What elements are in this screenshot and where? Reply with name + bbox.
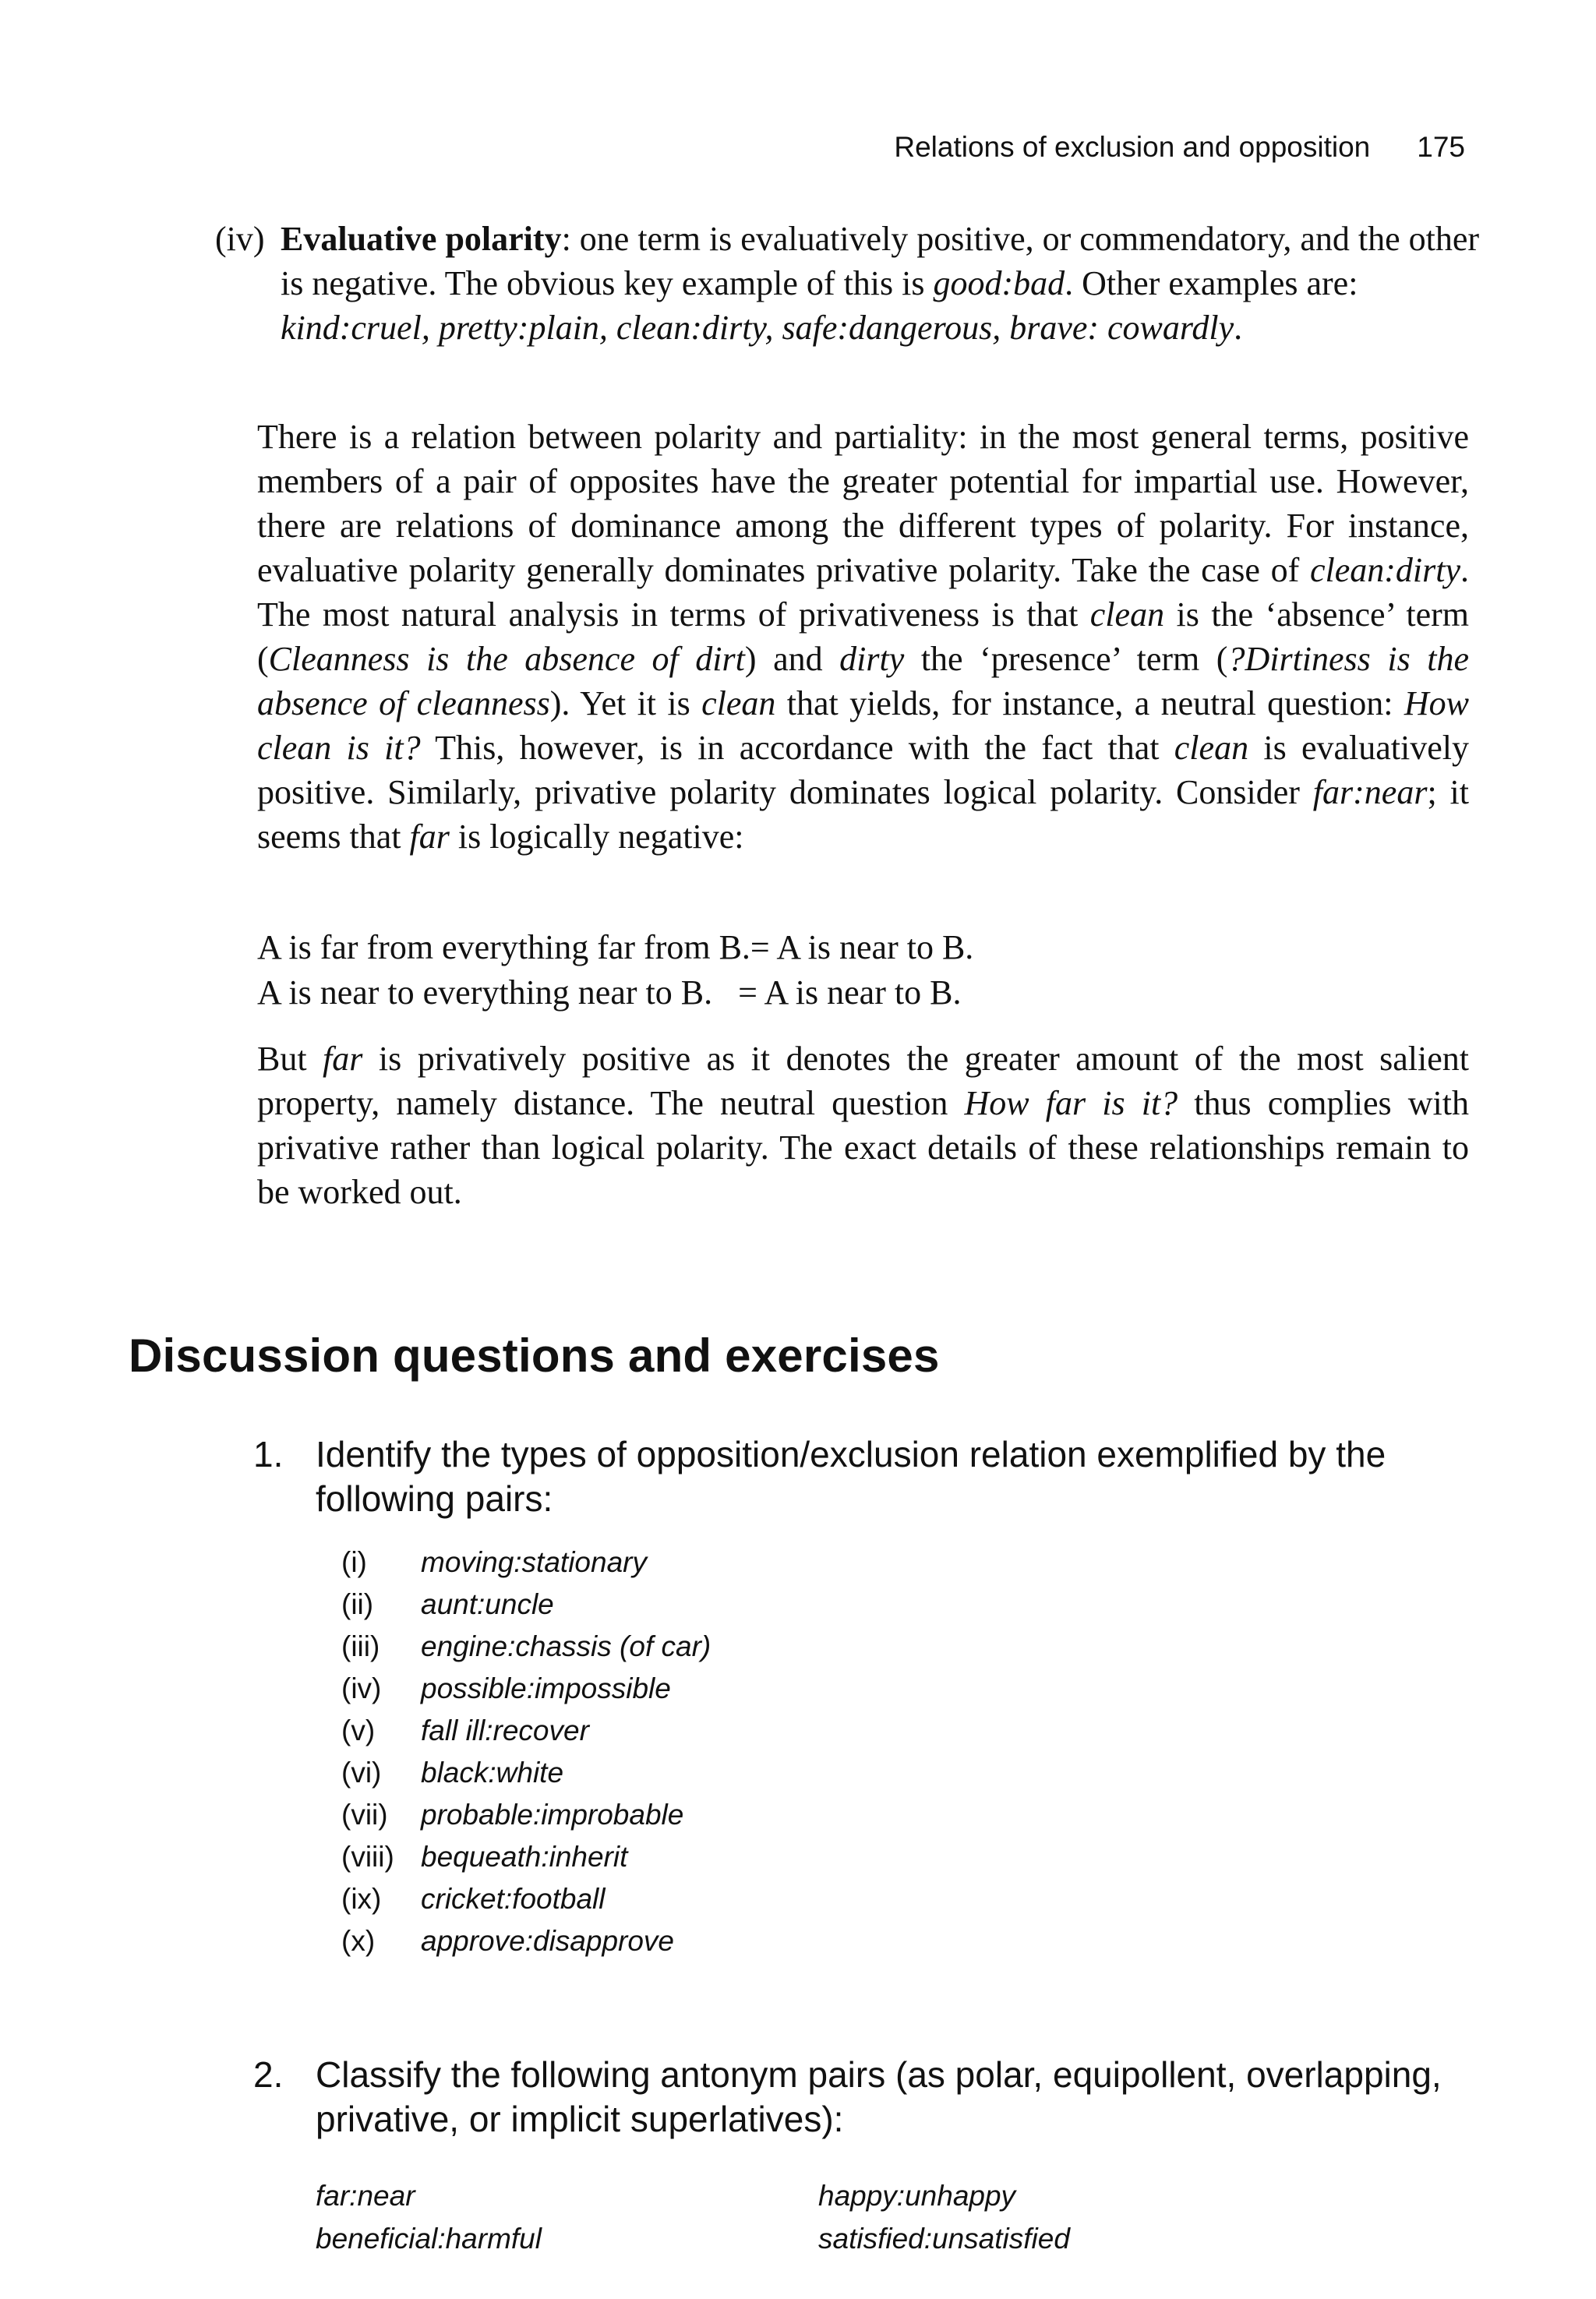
exercise-pair-item <box>341 1541 711 1584</box>
exercise-pair-item <box>341 1710 711 1752</box>
logical-polarity-examples <box>257 925 1114 1015</box>
paragraph-polarity-partiality <box>257 415 1469 859</box>
paragraph-privative-polarity <box>257 1036 1469 1214</box>
pair-text: fall ill:recover <box>421 1715 589 1746</box>
other-examples: kind:cruel, pretty:plain, clean:dirty, safe:dangerous, brave: cowardly <box>281 309 1234 347</box>
exercise-number: 2. <box>253 2054 284 2095</box>
text-run: is evaluatively positive. Similarly, privative polarity dominates logical polarity. Consider <box>257 729 1469 811</box>
pair-label: (i) <box>341 1546 367 1578</box>
italic-run: clean <box>1174 729 1249 767</box>
italic-run: How far is it? <box>964 1084 1178 1122</box>
pair-label: (vi) <box>341 1757 382 1789</box>
item-text: . Other examples are: <box>1065 264 1358 302</box>
text-run: is logically negative: <box>449 818 744 856</box>
item-text: . <box>1234 309 1243 347</box>
exercise-1-pairs <box>341 1541 711 1962</box>
italic-run: far <box>323 1040 363 1078</box>
exercise-number: 1. <box>253 1434 284 1474</box>
pair-text: black:white <box>421 1757 564 1789</box>
text-run: is the ‘absence’ term ( <box>257 595 1469 678</box>
pair-label: (ix) <box>341 1883 382 1915</box>
evaluative-polarity-item <box>215 217 1481 350</box>
antonym-pair: happy:unhappy <box>818 2180 1016 2212</box>
antonym-pair: satisfied:unsatisfied <box>818 2223 1070 2255</box>
pair-label: (vii) <box>341 1799 388 1831</box>
text-run: But <box>257 1040 323 1078</box>
text-run: ) and <box>744 640 840 678</box>
pair-text: bequeath:inherit <box>421 1841 628 1873</box>
key-example: good:bad <box>933 264 1065 302</box>
pair-text: moving:stationary <box>421 1546 647 1578</box>
italic-run: far <box>409 818 450 856</box>
text-run: ). Yet it is <box>549 684 702 722</box>
pair-text: possible:impossible <box>421 1672 671 1704</box>
italic-run: dirty <box>839 640 905 678</box>
running-title: Relations of exclusion and opposition <box>894 131 1371 163</box>
running-header <box>826 131 1465 164</box>
pair-label: (viii) <box>341 1841 394 1873</box>
italic-run: How clean is it? <box>257 684 1469 767</box>
pair-text: probable:improbable <box>421 1799 684 1831</box>
italic-run: ?Dirtiness is the absence of cleanness <box>257 640 1469 722</box>
exercise-2 <box>253 2053 1485 2142</box>
italic-run: Cleanness is the absence of dirt <box>268 640 745 678</box>
italic-run: clean <box>1089 595 1165 634</box>
pair-label: (ii) <box>341 1588 374 1620</box>
exercise-pair-item <box>341 1878 711 1920</box>
text-run: the ‘presence’ term ( <box>904 640 1228 678</box>
pair-text: approve:disapprove <box>421 1925 674 1957</box>
pair-label: (v) <box>341 1715 376 1746</box>
text-run: that yields, for instance, a neutral question: <box>775 684 1404 722</box>
item-number: (iv) <box>215 220 265 258</box>
italic-run: clean <box>701 684 776 722</box>
pair-text: aunt:uncle <box>421 1588 554 1620</box>
item-text: : one term is evaluatively positive, or commendatory, and the other is negative. The obvious key example of this is <box>281 220 1480 302</box>
exercise-1 <box>253 1432 1485 1521</box>
exercise-pair-item <box>341 1752 711 1794</box>
text-run: is privatively positive as it denotes the greater amount of the most salient property, namely distance. The neutral question <box>257 1040 1469 1122</box>
exercise-pair-item <box>341 1920 711 1962</box>
exercise-pair-item <box>341 1794 711 1836</box>
exercise-pair-item <box>341 1584 711 1626</box>
example-line: A is near to everything near to B. = A is near to B. <box>257 973 962 1012</box>
pair-label: (iii) <box>341 1630 380 1662</box>
pair-text: engine:chassis (of car) <box>421 1630 711 1662</box>
text-run: ; it seems that <box>257 773 1469 856</box>
italic-run: far:near <box>1312 773 1428 811</box>
italic-run: clean:dirty <box>1309 551 1460 589</box>
text-run: thus complies with privative rather than logical polarity. The exact details of these relationships remain to be worked out. <box>257 1084 1469 1211</box>
exercise-text: Identify the types of opposition/exclusion relation exemplified by the following pairs: <box>316 1434 1386 1519</box>
text-run: There is a relation between polarity and partiality: in the most general terms, positive members of a pair of opposites have the greater potential for impartial use. However, there are relations of dominance among the different types of polarity. For instance, evaluative polarity generally dominates privative polarity. Take the case of <box>257 418 1469 589</box>
term-evaluative-polarity: Evaluative polarity <box>281 220 562 258</box>
page-number: 175 <box>1417 131 1465 163</box>
pair-label: (x) <box>341 1925 376 1957</box>
exercise-pair-item <box>341 1668 711 1710</box>
example-line: A is far from everything far from B.= A is near to B. <box>257 928 974 966</box>
pair-text: cricket:football <box>421 1883 606 1915</box>
antonym-pair: beneficial:harmful <box>316 2223 542 2255</box>
exercise-text: Classify the following antonym pairs (as polar, equipollent, overlapping, privative, or implicit superlatives): <box>316 2054 1442 2139</box>
section-heading: Discussion questions and exercises <box>129 1330 940 1382</box>
pair-label: (iv) <box>341 1672 382 1704</box>
exercise-pair-item <box>341 1626 711 1668</box>
text-run: This, however, is in accordance with the fact that <box>420 729 1174 767</box>
exercise-pair-item <box>341 1836 711 1878</box>
antonym-pair: far:near <box>316 2180 415 2212</box>
text-run: . The most natural analysis in terms of privativeness is that <box>257 551 1469 634</box>
